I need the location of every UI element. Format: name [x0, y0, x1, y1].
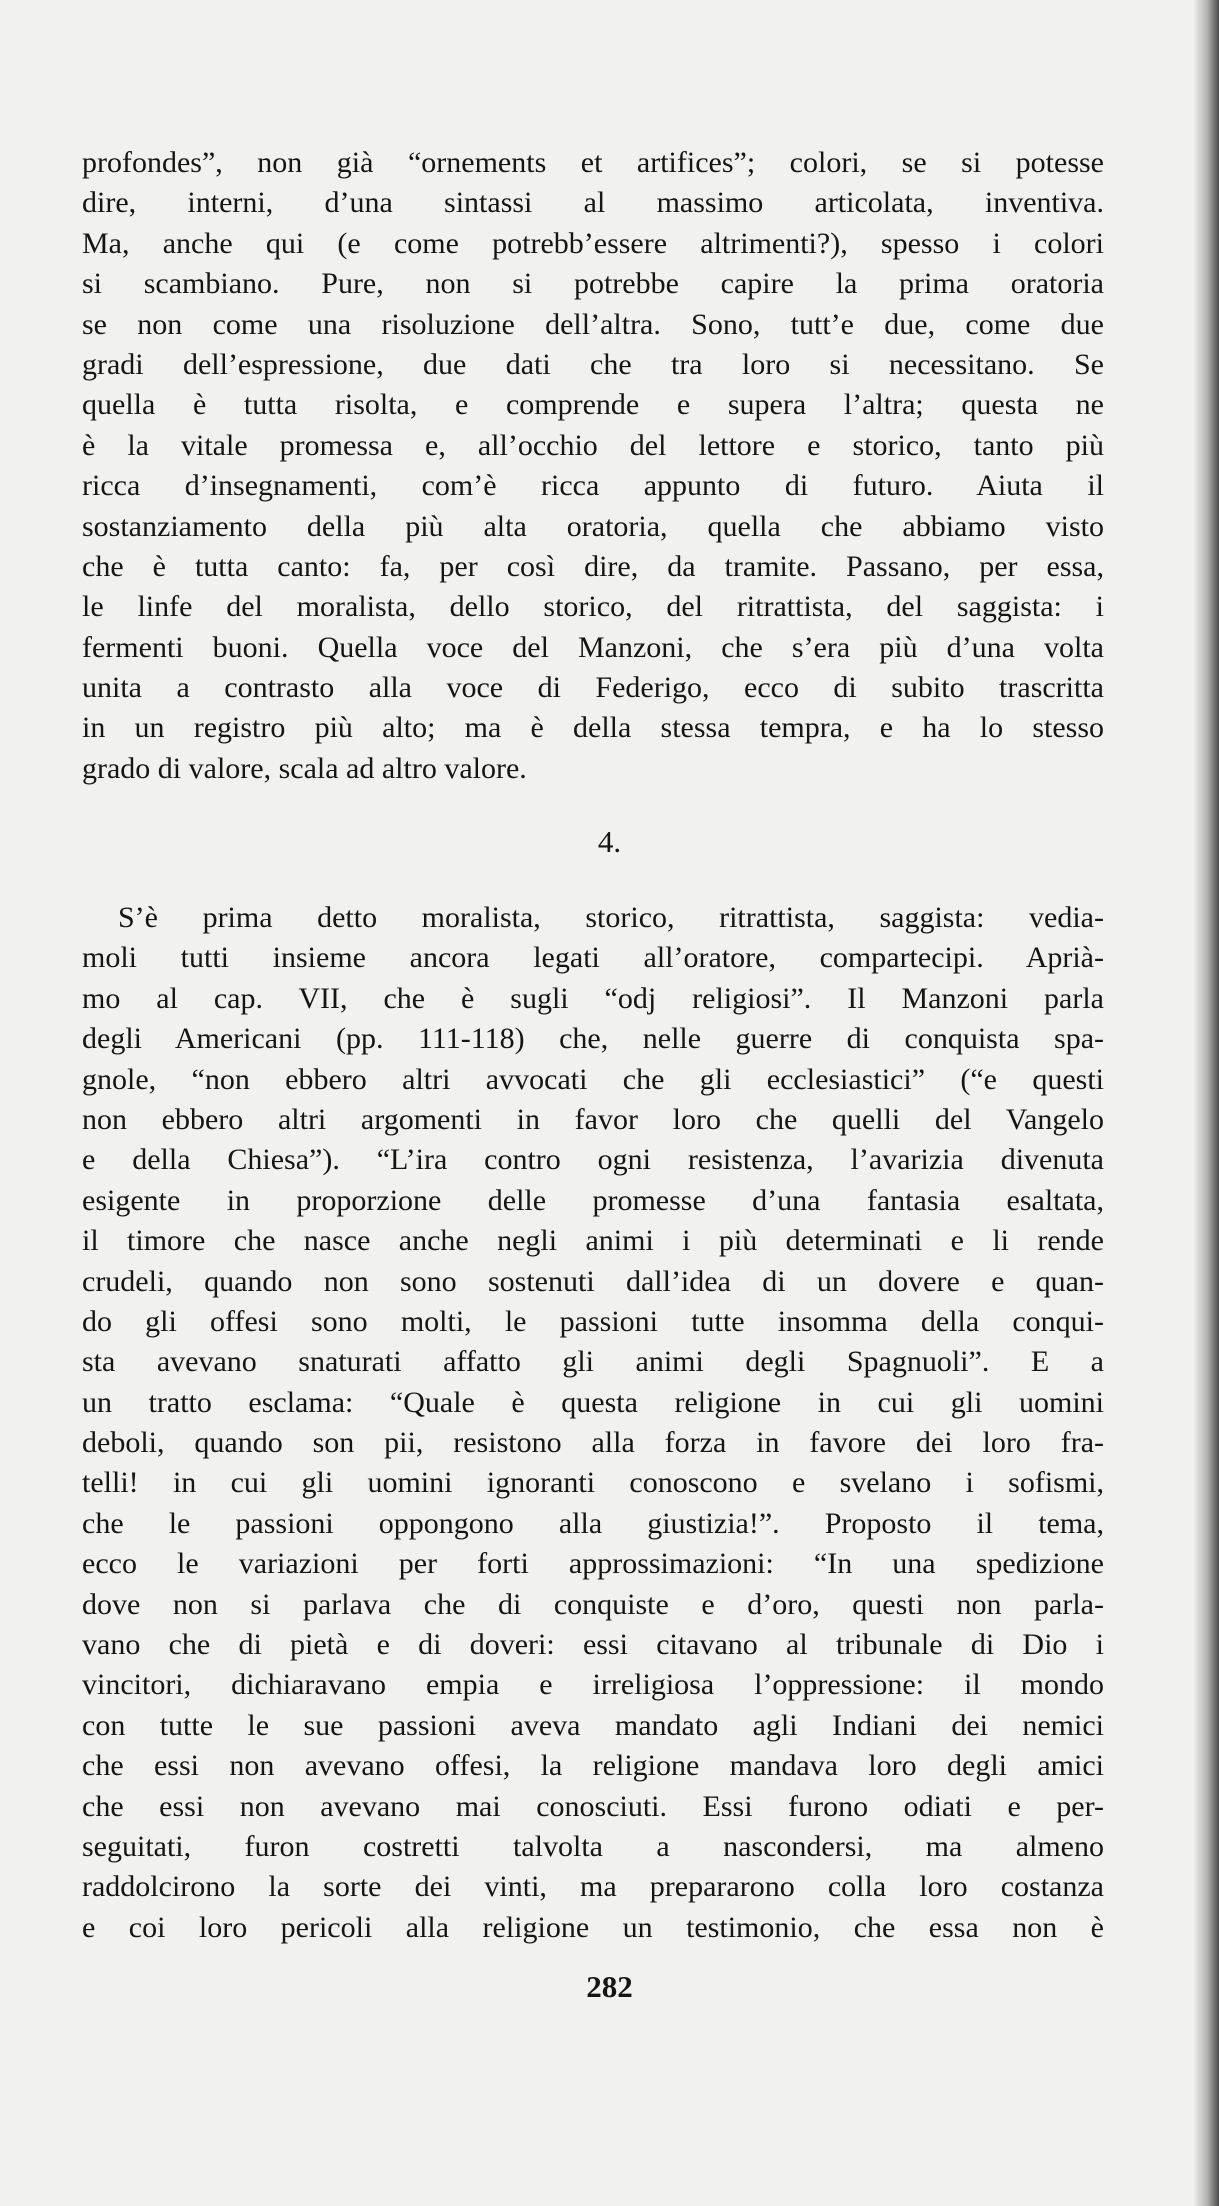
text-line: non ebbero altri argomenti in favor loro che quelli del Vangelo — [82, 1102, 1104, 1136]
text-line: che è tutta canto: fa, per così dire, da tramite. Passano, per essa, — [82, 549, 1104, 583]
text-line: il timore che nasce anche negli animi i più determinati e li rende — [82, 1224, 1104, 1258]
text-line: si scambiano. Pure, non si potrebbe capire la prima oratoria — [82, 267, 1104, 301]
text-line: dire, interni, d’una sintassi al massimo articolata, inventiva. — [82, 186, 1104, 220]
text-line: telli! in cui gli uomini ignoranti conoscono e svelano i sofismi, — [82, 1466, 1104, 1500]
text-line: seguitati, furon costretti talvolta a nascondersi, ma almeno — [82, 1829, 1104, 1863]
text-line: che essi non avevano offesi, la religione mandava loro degli amici — [82, 1749, 1104, 1783]
text-line: unita a contrasto alla voce di Federigo, ecco di subito trascritta — [82, 671, 1104, 705]
text-line: e coi loro pericoli alla religione un testimonio, che essa non è — [82, 1910, 1104, 1944]
text-line: le linfe del moralista, dello storico, del ritrattista, del saggista: i — [82, 590, 1104, 624]
text-line: profondes”, non già “ornements et artifices”; colori, se si potesse — [82, 146, 1104, 179]
paragraph-1 — [82, 143, 1104, 789]
text-line: raddolcirono la sorte dei vinti, ma prepararono colla loro costanza — [82, 1870, 1104, 1904]
text-line: che le passioni oppongono alla giustizia!”. Proposto il tema, — [82, 1506, 1104, 1540]
text-line: crudeli, quando non sono sostenuti dall’idea di un dovere e quan- — [82, 1264, 1104, 1298]
text-line: dove non si parlava che di conquiste e d’oro, questi non parla- — [82, 1587, 1104, 1621]
text-line: sta avevano snaturati affatto gli animi degli Spagnuoli”. E a — [82, 1345, 1104, 1379]
text-line: Ma, anche qui (e come potrebb’essere altrimenti?), spesso i colori — [82, 226, 1104, 260]
text-line: mo al cap. VII, che è sugli “odj religiosi”. Il Manzoni parla — [82, 981, 1104, 1015]
text-line: vincitori, dichiaravano empia e irreligiosa l’oppressione: il mondo — [82, 1668, 1104, 1702]
page-number: 282 — [586, 1969, 633, 2004]
text-line: ecco le variazioni per forti approssimazioni: “In una spedizione — [82, 1547, 1104, 1581]
binding-shadow — [1193, 0, 1219, 2206]
section-number: 4. — [597, 824, 622, 859]
text-line: S’è prima detto moralista, storico, ritrattista, saggista: vedia- — [118, 901, 1104, 934]
text-line: quella è tutta risolta, e comprende e supera l’altra; questa ne — [82, 388, 1104, 422]
text-line: ricca d’insegnamenti, com’è ricca appunto di futuro. Aiuta il — [82, 469, 1104, 503]
text-line: deboli, quando son pii, resistono alla forza in favore dei loro fra- — [82, 1426, 1104, 1460]
text-line: do gli offesi sono molti, le passioni tutte insomma della conqui- — [82, 1304, 1104, 1338]
text-line: con tutte le sue passioni aveva mandato agli Indiani dei nemici — [82, 1708, 1104, 1742]
text-line: degli Americani (pp. 111-118) che, nelle guerre di conquista spa- — [82, 1022, 1104, 1056]
text-line: gradi dell’espressione, due dati che tra loro si necessitano. Se — [82, 347, 1104, 381]
text-line: se non come una risoluzione dell’altra. Sono, tutt’e due, come due — [82, 307, 1104, 341]
text-line: e della Chiesa”). “L’ira contro ogni resistenza, l’avarizia divenuta — [82, 1143, 1104, 1177]
text-line: un tratto esclama: “Quale è questa religione in cui gli uomini — [82, 1385, 1104, 1419]
text-line: grado di valore, scala ad altro valore. — [82, 751, 527, 785]
text-line: vano che di pietà e di doveri: essi citavano al tribunale di Dio i — [82, 1628, 1104, 1662]
text-line: è la vitale promessa e, all’occhio del lettore e storico, tanto più — [82, 428, 1104, 462]
text-line: sostanziamento della più alta oratoria, quella che abbiamo visto — [82, 509, 1104, 543]
text-line: moli tutti insieme ancora legati all’oratore, compartecipi. Aprià- — [82, 941, 1104, 975]
text-line: gnole, “non ebbero altri avvocati che gli ecclesiastici” (“e questi — [82, 1062, 1104, 1096]
text-line: esigente in proporzione delle promesse d’una fantasia esaltata, — [82, 1183, 1104, 1217]
paragraph-2 — [82, 898, 1104, 1948]
text-line: in un registro più alto; ma è della stessa tempra, e ha lo stesso — [82, 711, 1104, 745]
text-line: fermenti buoni. Quella voce del Manzoni, che s’era più d’una volta — [82, 630, 1104, 664]
text-line: che essi non avevano mai conosciuti. Essi furono odiati e per- — [82, 1789, 1104, 1823]
